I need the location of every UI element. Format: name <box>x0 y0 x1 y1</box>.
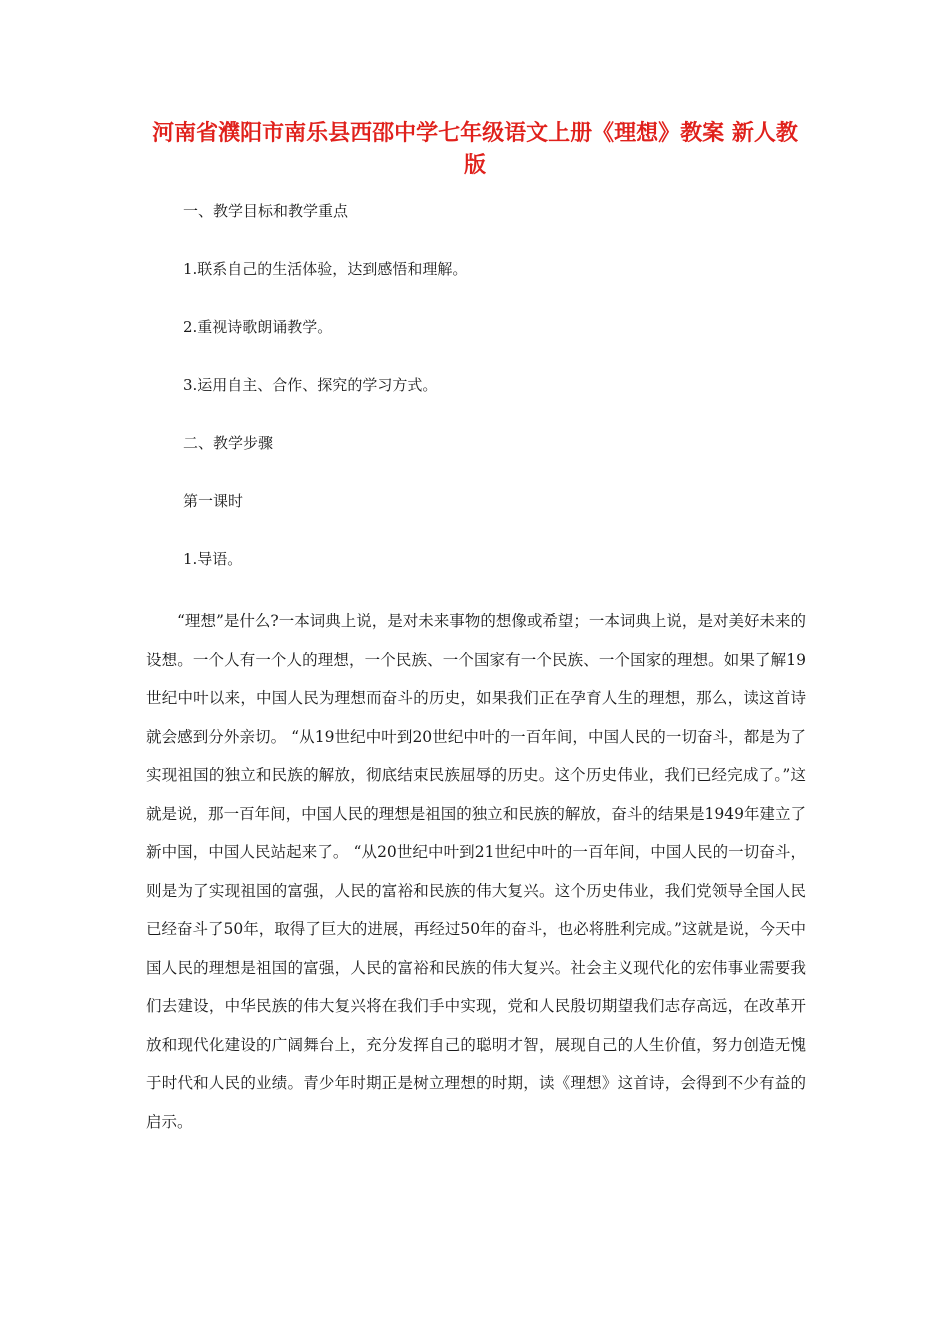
section-heading-goals: 一、教学目标和教学重点 <box>183 202 349 220</box>
goal-item-2: 2.重视诗歌朗诵教学。 <box>183 318 333 336</box>
lesson-label: 第一课时 <box>183 492 244 510</box>
goal-item-1: 1.联系自己的生活体验，达到感悟和理解。 <box>183 260 468 278</box>
step-item-1: 1.导语。 <box>183 550 243 568</box>
section-heading-steps: 二、教学步骤 <box>183 434 274 452</box>
document-title: 河南省濮阳市南乐县西邵中学七年级语文上册《理想》教案 新人教版 <box>152 121 798 178</box>
goal-item-3: 3.运用自主、合作、探究的学习方式。 <box>183 376 438 394</box>
intro-paragraph: “理想”是什么?一本词典上说，是对未来事物的想像或希望；一本词典上说，是对美好未来的设想。一个人有一个人的理想，一个民族、一个国家有一个民族、一个国家的理想。如果了解19世纪中叶以来，中国人民为理想而奋斗的历史，如果我们正在孕育人生的理想，那么，读这首诗就会感到分外亲切。 “从19世纪中叶到20世纪中叶的一百年间，中国人民的一切奋斗，都是为了实现祖国的独立和民族的解放，彻底结束民族屈辱的历史。这个历史伟业，我们已经完成了。”这就是说，那一百年间，中国人民的理想是祖国的独立和民族的解放，奋斗的结果是1949年建立了新中国，中国人民站起来了。 “从20世纪中叶到21世纪中叶的一百年间，中国人民的一切奋斗，则是为了实现祖国的富强，人民的富裕和民族的伟大复兴。这个历史伟业，我们党领导全国人民已经奋斗了50年，取得了巨大的进展，再经过50年的奋斗，也必将胜利完成。”这就是说，今天中国人民的理想是祖国的富强，人民的富裕和民族的伟大复兴。社会主义现代化的宏伟事业需要我们去建设，中华民族的伟大复兴将在我们手中实现，党和人民殷切期望我们志存高远，在改革开放和现代化建设的广阔舞台上，充分发挥自己的聪明才智，展现自己的人生价值，努力创造无愧于时代和人民的业绩。青少年时期正是树立理想的时期，读《理想》这首诗，会得到不少有益的启示。 <box>146 612 806 1131</box>
